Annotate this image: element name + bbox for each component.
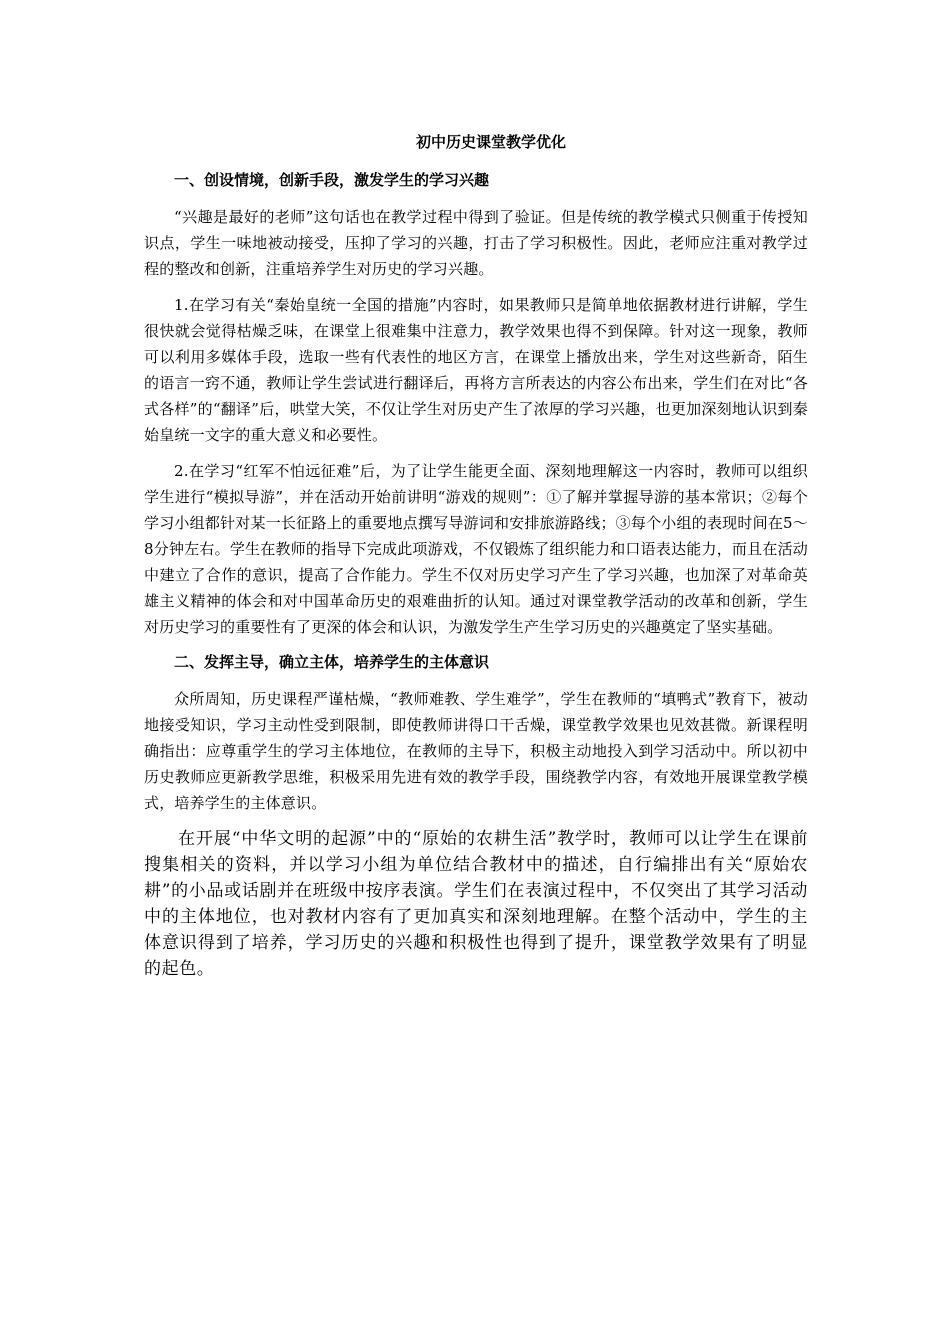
document-title: 初中历史课堂教学优化: [415, 133, 566, 151]
section-1-paragraph-2: 1.在学习有关“秦始皇统一全国的措施”内容时，如果教师只是简单地依据教材进行讲解，学生很快就会觉得枯燥乏味，在课堂上很难集中注意力，教学效果也得不到保障。针对这一现象，教师可以利用多媒体手段，选取一些有代表性的地区方言，在课堂上播放出来，学生对这些新奇，陌生的语言一窍不通，教师让学生尝试进行翻译后，再将方言所表达的内容公布出来，学生们在对比“各式各样”的“翻译”后，哄堂大笑，不仅让学生对历史产生了浓厚的学习兴趣，也更加深刻地认识到秦始皇统一文字的重大意义和必要性。: [144, 296, 808, 444]
section-2-paragraph-1: 众所周知，历史课程严谨枯燥，“教师难教、学生难学”，学生在教师的“填鸭式”教育下，被动地接受知识，学习主动性受到限制，即使教师讲得口干舌燥，课堂教学效果也见效甚微。新课程明确指出：应尊重学生的学习主体地位，在教师的主导下，积极主动地投入到学习活动中。所以初中历史教师应更新教学思维，积极采用先进有效的教学手段，围绕教学内容，有效地开展课堂教学模式，培养学生的主体意识。: [144, 690, 808, 812]
section-1-paragraph-1: “兴趣是最好的老师”这句话也在教学过程中得到了验证。但是传统的教学模式只侧重于传授知识点，学生一味地被动接受，压抑了学习的兴趣，打击了学习积极性。因此，老师应注重对教学过程的整改和创新，注重培养学生对历史的学习兴趣。: [144, 208, 808, 278]
section-2-heading: 二、发挥主导，确立主体，培养学生的主体意识: [174, 653, 490, 671]
section-1-paragraph-3: 2.在学习“红军不怕远征难”后，为了让学生能更全面、深刻地理解这一内容时，教师可以组织学生进行“模拟导游”，并在活动开始前讲明“游戏的规则”：①了解并掌握导游的基本常识；②每个学习小组都针对某一长征路上的重要地点撰写导游词和安排旅游路线；③每个小组的表现时间在5～8分钟左右。学生在教师的指导下完成此项游戏，不仅锻炼了组织能力和口语表达能力，而且在活动中建立了合作的意识，提高了合作能力。学生不仅对历史学习产生了学习兴趣，也加深了对革命英雄主义精神的体会和对中国革命历史的艰难曲折的认知。通过对课堂教学活动的改革和创新，学生对历史学习的重要性有了更深的体会和认识，为激发学生产生学习历史的兴趣奠定了坚实基础。: [144, 462, 808, 636]
document-body: [144, 132, 808, 992]
section-2-paragraph-2: 在开展“中华文明的起源”中的“原始的农耕生活”教学时，教师可以让学生在课前搜集相关的资料，并以学习小组为单位结合教材中的描述，自行编排出有关“原始农耕”的小品或话剧并在班级中按序表演。学生们在表演过程中，不仅突出了其学习活动中的主体地位，也对教材内容有了更加真实和深刻地理解。在整个活动中，学生的主体意识得到了培养，学习历史的兴趣和积极性也得到了提升，课堂教学效果有了明显的起色。: [144, 829, 808, 979]
section-1-heading: 一、创设情境，创新手段，激发学生的学习兴趣: [174, 171, 490, 189]
